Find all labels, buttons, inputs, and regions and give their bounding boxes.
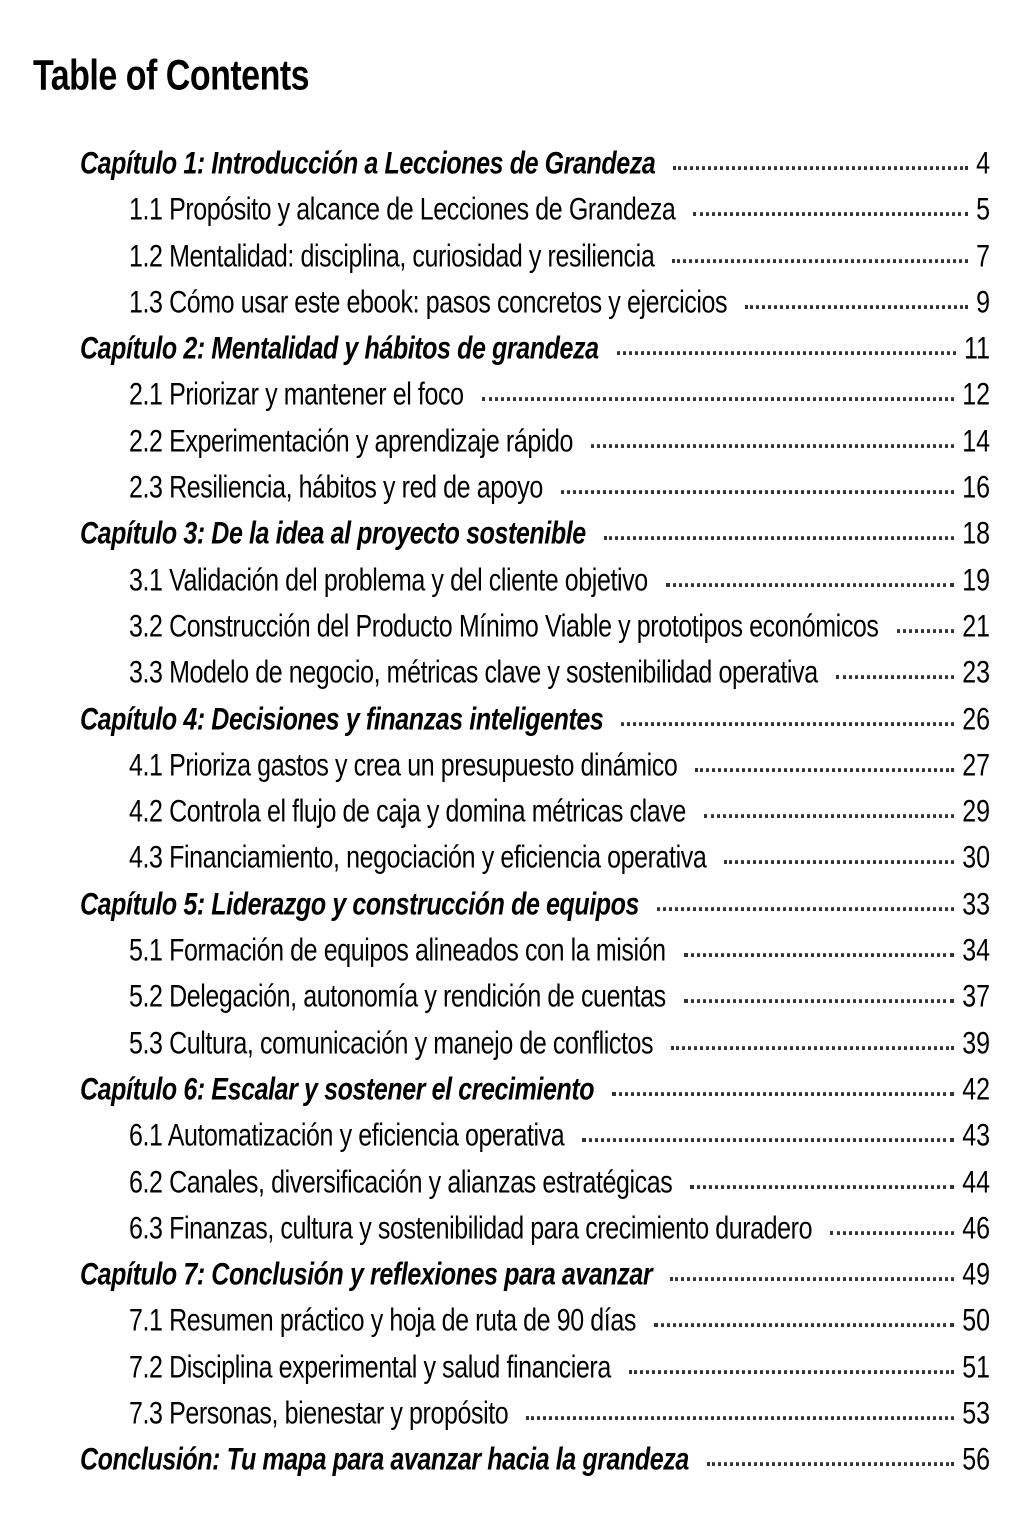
toc-entry-label: 1.2 Mentalidad: disciplina, curiosidad y resiliencia	[129, 238, 655, 274]
toc-entry-label: 4.2 Controla el flujo de caja y domina métricas clave	[129, 794, 686, 830]
toc-entry-label: 6.1 Automatización y eficiencia operativa	[129, 1118, 565, 1154]
toc-entry-label: 6.2 Canales, diversificación y alianzas estratégicas	[129, 1164, 673, 1200]
dot-leader	[482, 398, 955, 402]
toc-entry-page-number: 7	[976, 238, 990, 274]
toc-entry-label: 3.3 Modelo de negocio, métricas clave y sostenibilidad operativa	[129, 655, 818, 691]
dot-leader	[673, 166, 968, 170]
toc-entry-page-number: 11	[964, 331, 990, 367]
toc-entry-label: 1.3 Cómo usar este ebook: pasos concretos y ejercicios	[129, 285, 728, 321]
dot-leader	[604, 537, 954, 541]
toc-entry-page-number: 51	[962, 1349, 990, 1385]
toc-entry-label: 1.1 Propósito y alcance de Lecciones de Grandeza	[129, 192, 676, 228]
toc-entry-label: Capítulo 2: Mentalidad y hábitos de grandeza	[80, 331, 599, 367]
dot-leader	[526, 1416, 954, 1420]
toc-entry-label: 4.3 Financiamiento, negociación y eficiencia operativa	[129, 840, 707, 876]
toc-entry-page-number: 44	[962, 1164, 990, 1200]
toc-entry-label: 5.2 Delegación, autonomía y rendición de cuentas	[129, 979, 666, 1015]
dot-leader	[621, 722, 954, 726]
dot-leader	[561, 490, 954, 494]
dot-leader	[745, 305, 968, 309]
page-title: Table of Contents	[33, 52, 310, 100]
toc-entry-page-number: 19	[962, 562, 990, 598]
toc-entry-label: Capítulo 4: Decisiones y finanzas inteligentes	[80, 701, 604, 737]
dot-leader	[671, 1046, 954, 1050]
toc-entry-label: 2.2 Experimentación y aprendizaje rápido	[129, 423, 573, 459]
toc-entry-page-number: 43	[962, 1118, 990, 1154]
toc-entry-label: Conclusión: Tu mapa para avanzar hacia la grandeza	[80, 1442, 689, 1478]
dot-leader	[670, 1277, 954, 1281]
toc-entry-label: Capítulo 7: Conclusión y reflexiones para avanzar	[80, 1257, 653, 1293]
dot-leader	[695, 768, 954, 772]
toc-entry-label: 7.2 Disciplina experimental y salud financiera	[129, 1349, 611, 1385]
toc-entry-page-number: 30	[962, 840, 990, 876]
toc-entry-page-number: 42	[962, 1072, 990, 1108]
dot-leader	[897, 629, 955, 633]
toc-entry-label: Capítulo 6: Escalar y sostener el crecimiento	[80, 1072, 595, 1108]
toc-entry-page-number: 56	[962, 1442, 990, 1478]
dot-leader	[704, 814, 954, 818]
dot-leader	[591, 444, 954, 448]
dot-leader	[690, 1185, 954, 1189]
toc-entry-label: 2.1 Priorizar y mantener el foco	[129, 377, 464, 413]
dot-leader	[672, 259, 968, 263]
toc-entry-page-number: 4	[976, 146, 990, 182]
toc-entry-page-number: 23	[962, 655, 990, 691]
dot-leader	[617, 351, 956, 355]
dot-leader	[684, 1000, 954, 1004]
dot-leader	[724, 861, 954, 865]
table-of-contents	[0, 146, 1024, 1495]
toc-entry-page-number: 27	[962, 748, 990, 784]
dot-leader	[707, 1463, 954, 1467]
toc-entry-page-number: 53	[962, 1396, 990, 1432]
dot-leader	[830, 1231, 954, 1235]
toc-entry-page-number: 21	[962, 609, 990, 645]
toc-entry-label: Capítulo 1: Introducción a Lecciones de Grandeza	[80, 146, 656, 182]
dot-leader	[684, 953, 955, 957]
toc-entry-page-number: 34	[962, 933, 990, 969]
toc-entry-page-number: 12	[962, 377, 990, 413]
toc-entry-page-number: 49	[962, 1257, 990, 1293]
toc-entry-page-number: 29	[962, 794, 990, 830]
dot-leader	[654, 1324, 954, 1328]
toc-entry-label: 2.3 Resiliencia, hábitos y red de apoyo	[129, 470, 543, 506]
toc-entry-label: 5.1 Formación de equipos alineados con la misión	[129, 933, 666, 969]
toc-entry-label: Capítulo 5: Liderazgo y construcción de equipos	[80, 886, 640, 922]
toc-entry-page-number: 50	[962, 1303, 990, 1339]
toc-entry-label: 7.1 Resumen práctico y hoja de ruta de 90 días	[129, 1303, 636, 1339]
toc-entry-page-number: 33	[962, 886, 990, 922]
dot-leader	[836, 675, 954, 679]
dot-leader	[666, 583, 954, 587]
dot-leader	[657, 907, 954, 911]
toc-entry-page-number: 46	[962, 1211, 990, 1247]
toc-entry-label: 5.3 Cultura, comunicación y manejo de conflictos	[129, 1025, 654, 1061]
toc-entry-page-number: 37	[962, 979, 990, 1015]
toc-entry-page-number: 14	[962, 423, 990, 459]
dot-leader	[582, 1138, 954, 1142]
dot-leader	[612, 1092, 954, 1096]
toc-entry-page-number: 16	[962, 470, 990, 506]
toc-entry-page-number: 39	[962, 1025, 990, 1061]
toc-entry-label: 4.1 Prioriza gastos y crea un presupuesto dinámico	[129, 748, 678, 784]
dot-leader	[629, 1370, 954, 1374]
toc-entry-label: 3.2 Construcción del Producto Mínimo Viable y prototipos económicos	[129, 609, 879, 645]
toc-entry-label: Capítulo 3: De la idea al proyecto sostenible	[80, 516, 586, 552]
toc-entry-label: 7.3 Personas, bienestar y propósito	[129, 1396, 509, 1432]
toc-entry-page-number: 9	[976, 285, 990, 321]
dot-leader	[693, 213, 968, 217]
toc-entry-page-number: 26	[962, 701, 990, 737]
toc-entry-chapter[interactable]	[0, 1443, 1024, 1501]
toc-entry-page-number: 18	[962, 516, 990, 552]
toc-entry-label: 6.3 Finanzas, cultura y sostenibilidad para crecimiento duradero	[129, 1211, 813, 1247]
toc-entry-page-number: 5	[976, 192, 990, 228]
toc-entry-label: 3.1 Validación del problema y del cliente objetivo	[129, 562, 648, 598]
